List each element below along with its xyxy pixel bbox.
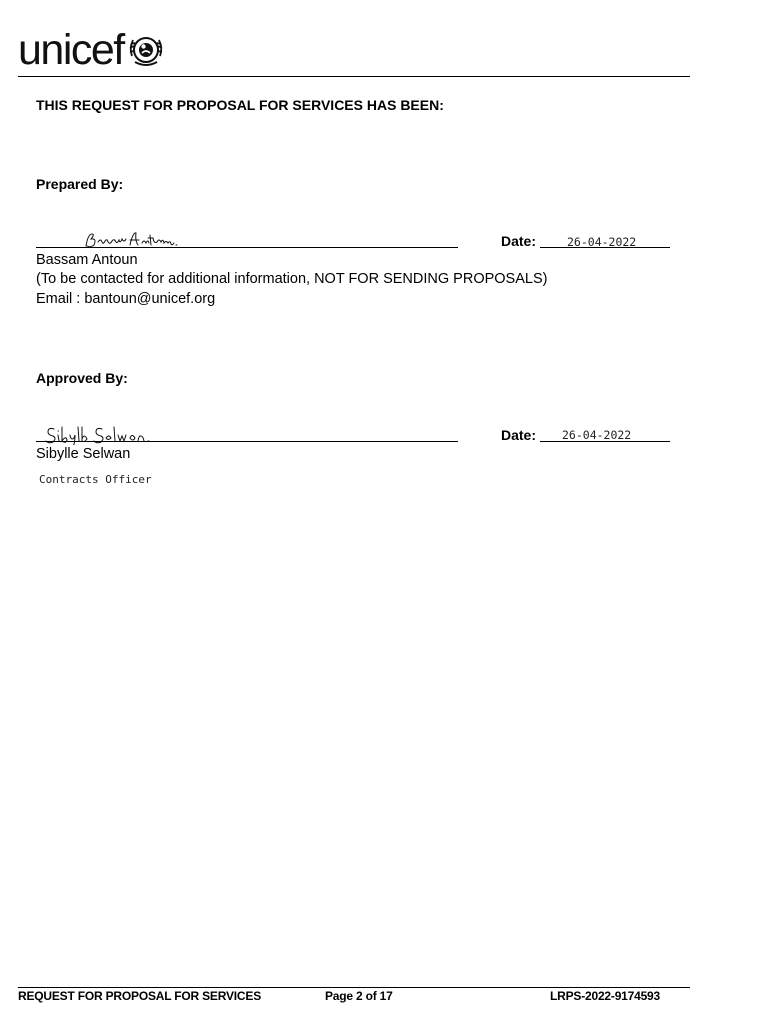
prepared-contact-note: (To be contacted for additional information, NOT FOR SENDING PROPOSALS) — [36, 271, 548, 287]
header-divider — [18, 76, 690, 77]
prepared-by-label: Prepared By: — [36, 176, 124, 192]
approved-title: Contracts Officer — [39, 473, 152, 486]
footer-divider — [18, 987, 690, 988]
prepared-date-line — [540, 247, 670, 248]
approved-signature-line — [36, 441, 458, 442]
approved-date-value: 26-04-2022 — [562, 428, 632, 442]
prepared-date-label: Date: — [501, 233, 537, 249]
logo-wordmark: unicef — [18, 26, 124, 74]
approved-by-label: Approved By: — [36, 370, 128, 386]
approved-date-label: Date: — [501, 427, 537, 443]
footer-document-type: REQUEST FOR PROPOSAL FOR SERVICES — [18, 989, 261, 1003]
document-heading: THIS REQUEST FOR PROPOSAL FOR SERVICES HAS BEEN: — [36, 97, 444, 113]
prepared-date-value: 26-04-2022 — [567, 235, 637, 249]
approved-name: Sibylle Selwan — [36, 446, 131, 462]
footer-reference: LRPS-2022-9174593 — [550, 989, 661, 1003]
footer-page-number: Page 2 of 17 — [325, 989, 393, 1003]
prepared-name: Bassam Antoun — [36, 252, 138, 268]
prepared-email: Email : bantoun@unicef.org — [36, 291, 216, 307]
unicef-logo — [18, 28, 166, 72]
prepared-signature-line — [36, 247, 458, 248]
un-emblem-icon — [126, 30, 166, 70]
approved-date-line — [540, 441, 670, 442]
